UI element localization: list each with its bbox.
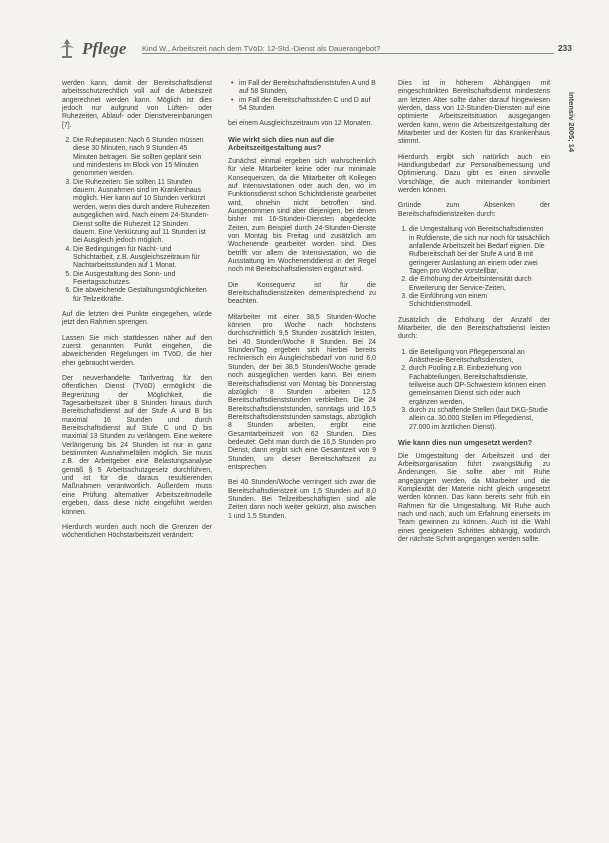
text-column-2	[228, 80, 376, 528]
list-item: 2. durch Pooling z.B. Einbeziehung von Fachabteilungen, Bereitschaftsdienste, teilweise auch OP-Schwestern können einen gemeinsamen Dienst sich oder auch ergänzen werden,	[409, 365, 550, 407]
page-header	[56, 38, 572, 60]
running-head: Kind W., Arbeitszeit nach dem TVöD: 12-Std.-Dienst als Dauerangebot?	[142, 44, 381, 53]
list-item: 3. die Einführung von einem Schichtdienstmodell.	[409, 293, 550, 310]
paragraph: Zusätzlich die Erhöhung der Anzahl der Mitarbeiter, die den Bereitschaftsdienst leisten durch:	[398, 316, 550, 341]
list-item: 1. die Umgestaltung von Bereitschaftsdiensten in Rufdienste, die sich nur noch für tatsächlich anfallende Arbeitszeit bei Bedarf eignen. Die Rufbereitschaft bei der Stufe A und B mit geringerer Auslastung an einem oder zwei Tagen pro Woche vorstellbar,	[409, 226, 550, 276]
header-rule	[142, 53, 554, 54]
list-item: • im Fall der Bereitschaftsdienststufen A und B auf 58 Stunden,	[239, 80, 376, 97]
paragraph: Lassen Sie mich stattdessen näher auf den zuerst genannten Punkt eingehen, die abweichenden Regelungen im TVöD, die hier eher gebraucht werden.	[62, 334, 212, 367]
numbered-list	[62, 137, 212, 304]
list-item: 2. die Erhöhung der Arbeitsintensität durch Erweiterung der Service-Zeiten,	[409, 276, 550, 293]
list-item: 3. Die Ruhezeiten: Sie sollten 11 Stunden dauern. Ausnahmen sind im Krankenhaus möglich. Hier kann auf 10 Stunden verkürzt werden, wenn dies durch andere Ruhezeiten ausgeglichen wird. Nach einem 24-Stunden-Dienst sollte die Ruhezeit 12 Stunden dauern. Eine Verkürzung auf 11 Stunden ist bei Ausgleich jedoch möglich.	[73, 179, 212, 246]
journal-brand: Pflege	[82, 39, 127, 58]
list-item: 5. Die Ausgestaltung des Sonn- und Feiertagsschutzes.	[73, 271, 212, 288]
paragraph: Hierdurch ergibt sich natürlich auch ein Handlungsbedarf zur Personalbemessung und Optimierung. Dazu gibt es einen sinnvolle Vorschläge, die auch miteinander kombiniert werden können.	[398, 153, 550, 195]
numbered-list	[398, 226, 550, 309]
text-column-3	[398, 80, 550, 551]
paragraph: Gründe zum Absenken der Bereitschaftsdienstzeiten durch:	[398, 202, 550, 218]
section-heading: Wie wirkt sich dies nun auf die Arbeitszeitgestaltung aus?	[228, 134, 335, 153]
paragraph: Dies ist in höherem Abhängigen mit eingeschränkten Bereitschaftsdienst mindestens am letzten Alter sollte daher darauf hingewiesen werden, dass von 12-Stunden-Diensten auf eine optimierte Arbeitszeitsituation ausgegangen werden kann, wenn die Arbeitszeitgestaltung der Mitarbeiter und der Kosten für das Krankenhaus stimmt.	[398, 80, 550, 146]
paragraph: Hierdurch wurden auch noch die Grenzen der wöchentlichen Höchstarbeitszeit verändert:	[62, 523, 212, 540]
section-heading: Wie kann dies nun umgesetzt werden?	[398, 438, 533, 448]
text-column-1	[62, 80, 212, 548]
list-item: 4. Die Bedingungen für Nacht- und Schichtarbeit, z.B. Ausgleichszeitraum für Nachtarbeitsstunden auf 1 Monat.	[73, 246, 212, 271]
list-item: 3. durch zu schaffende Stellen (laut DKG-Studie allein ca. 30.000 Stellen im Pflegedienst, 27.000 im ärztlichen Dienst).	[409, 407, 550, 432]
paragraph: bei einem Ausgleichszeitraum von 12 Monaten.	[228, 120, 373, 128]
paragraph: Mitarbeiter mit einer 38,5 Stunden-Woche können pro Woche nach höchstens durchschnittlich 9,5 Stunden zusätzlich leisten, bei 40 Stunden/Woche 8 Stunden. Bei 24 Stunden/Tag ergeben sich hierbei bereits rechnerisch ein Ausgleichsbedarf von rund 6,0 Stunden, der bei 38,5 Stunden/Woche gerade noch ausgeglichen werden kann. Bei einem Bereitschaftsdienst von Montag bis Donnerstag abzüglich 8 Stunden arbeiten 12,5 Bereitschaftsdienststunden verbleiben. Die 24 Bereitschaftsdienststunden, sonntags und 16,5 Bereitschaftsdienststunden samstags, abzüglich 8 Stunden arbeiten, ergibt eine Gesamtarbeitszeit von 62 Stunden. Dies bedeutet: Geht man durch die 16,5 Stunden pro Dienst, dann ergibt sich eine Gesamtzeit von 9 Stunden, um dieser Bereitschaftszeit zu entsprechen.	[228, 313, 376, 471]
list-item: • im Fall der Bereitschaftsstufen C und D auf 54 Stunden	[239, 97, 376, 114]
paragraph: Die Umgestaltung der Arbeitszeit und der Arbeitsorganisation führt zwangsläufig zu Änderungen. Sie sollte aber mit Ruhe angegangen werden, da Mitarbeiter und die Komplexität der Materie nicht gleich umgesetzt werden können. Das kann bereits sehr früh ein Rahmen für die Umgestaltung. Mit Ruhe auch nach und nach, auch um Erfahrung einerseits im Team gewinnen zu können. Auch ist die Wahl eines geeigneten Schrittes abhängig, wodurch der nächste Schritt angegangen werden sollte.	[398, 452, 550, 544]
list-item: 6. Die abweichende Gestaltungsmöglichkeiten für Teilzeitkräfte.	[73, 287, 212, 304]
paragraph: Auf die letzten drei Punkte eingegehen, würde jetzt den Rahmen sprengen.	[62, 310, 212, 327]
list-item: 1. die Beteiligung von Pflegepersonal an Anästhesie-Bereitschaftsdiensten,	[409, 349, 550, 366]
page-number: 233	[557, 43, 572, 53]
paragraph: Zunächst einmal ergeben sich wahrscheinlich für viele Mitarbeiter keine oder nur minimale Konsequenzen, da die Mitarbeiter oft Kollegen auf Intensivstationen oder auch den, wo im Funktionsdienst schon Schichtdienste gearbeitet wird, ohnehin nicht betroffen sind. Ausgenommen sind aber diejenigen, bei denen bisher mit 16-Stunden-Diensten abgedeckte Zeiten, zum Beispiel durch 24-Stunden-Dienste von Montag bis Freitag und zusätzlich am Wochenende gearbeitet worden sind. Dies betrifft vor allem die Intensivstation, wo die Ausstattung im Wochenenddienst in der Regel noch mit Bereitschaftsdiensten ergänzt wird.	[228, 157, 376, 274]
pflege-logo-icon	[56, 38, 78, 60]
side-journal-note-text: intensiv 2005; 14	[567, 92, 576, 153]
paragraph: werden kann, damit der Bereitschaftsdienst arbeitsschutzrechtlich voll auf die Arbeitszeit angerechnet werden kann. Möglich ist dies jedoch nur aufgrund von Lüften- oder Ruhezeiten, Ablauf- oder Dienstvereinbarungen [7].	[62, 80, 212, 129]
paragraph: Bei 40 Stunden/Woche verringert sich zwar die Bereitschaftsdienstzeit um 1,5 Stunden auf 8,0 Stunden. Bei Teilzeitbeschäftigten sind alle Zeiten dann noch weiter gekürzt, also zwischen 1 und 1,5 Stunden.	[228, 479, 376, 520]
side-journal-note	[566, 92, 578, 182]
paragraph: Der neuverhandelte Tarifvertrag für den öffentlichen Dienst (TVöD) ermöglicht die Begrenzung der Möglichkeit, die Tagesarbeitszeit über 8 Stunden hinaus durch Bereitschaftsdienst auf der Stufe A und B bis maximal 16 Stunden und durch Bereitschaftsdienst auf Stufe C und D bis maximal 13 Stunden zu verlängern. Eine weitere Verlängerung bis 24 Stunden ist nur in ganz bestimmten Ausnahmefällen möglich. Sie muss z.B. der Arbeitgeber eine Belastungsanalyse gemäß § 5 Arbeitsschutzgesetz durchführen, und ist für die daraus resultierenden Maßnahmen verantwortlich. Außerdem muss eine Prüfung alternativer Arbeitszeitmodelle ergeben, dass diese nicht eingeführt werden können.	[62, 375, 212, 516]
list-item: 2. Die Ruhepausen: Nach 6 Stunden müssen diese 30 Minuten, nach 9 Stunden 45 Minuten betragen. Sie sollten geplant sein und mindestens im Block von 15 Minuten genommen werden.	[73, 137, 212, 179]
numbered-list	[398, 349, 550, 432]
bullet-list	[228, 80, 376, 113]
paragraph: Die Konsequenz ist für die Bereitschaftsdienstzeiten dementsprechend zu beachten.	[228, 281, 376, 306]
